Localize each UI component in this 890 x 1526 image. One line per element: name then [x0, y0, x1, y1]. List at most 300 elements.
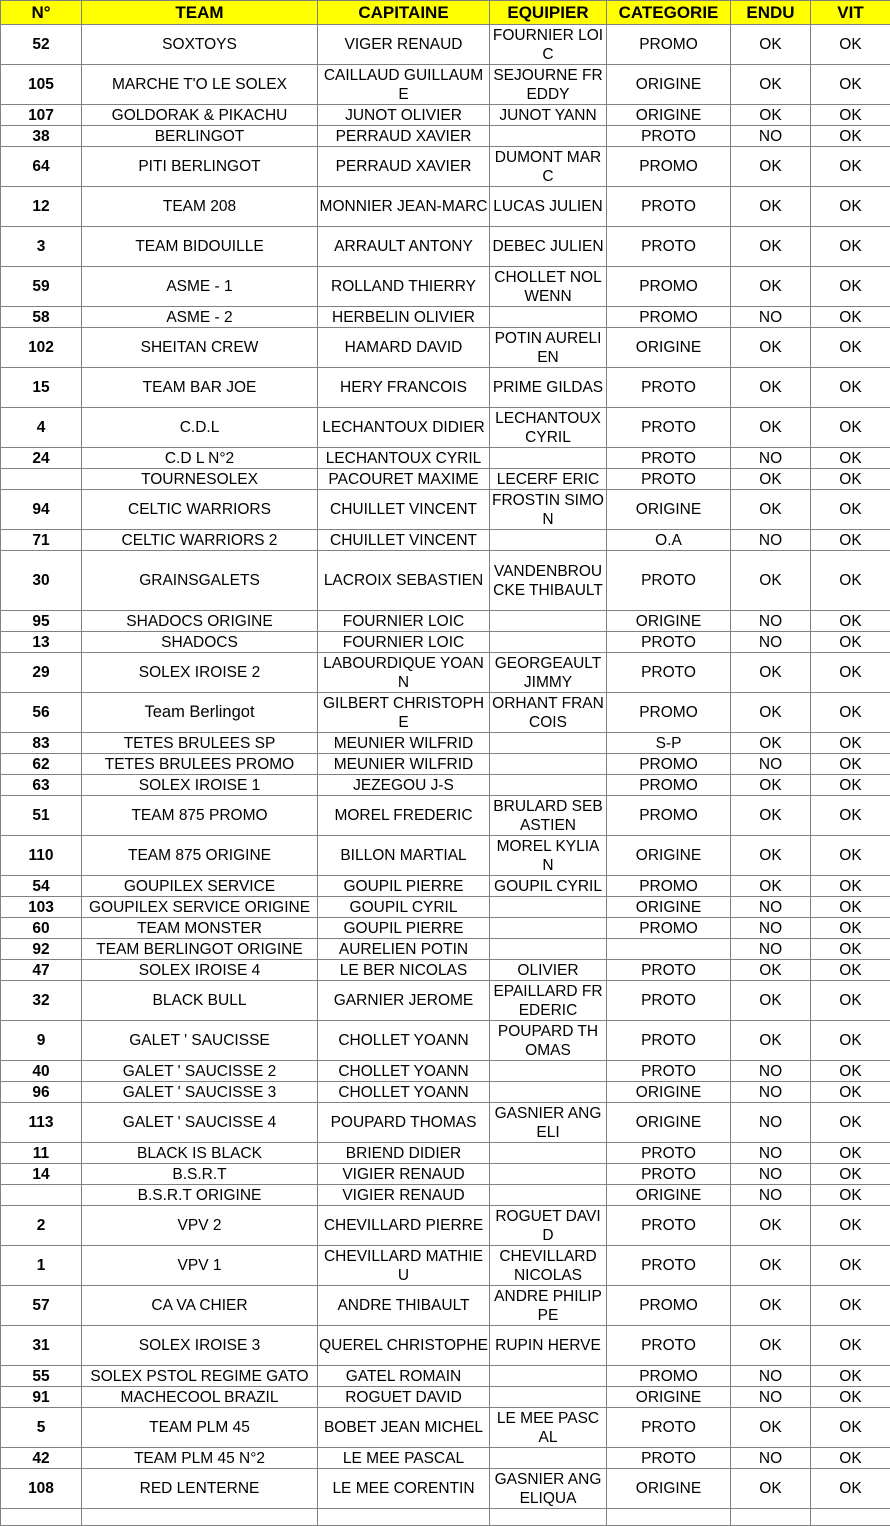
cell-capitaine: ROGUET DAVID: [318, 1387, 490, 1408]
cell-endu: OK: [731, 227, 811, 267]
cell-vit: OK: [811, 469, 890, 490]
cell-equipier: [490, 307, 607, 328]
cell-capitaine: CHOLLET YOANN: [318, 1061, 490, 1082]
cell-capitaine: HAMARD DAVID: [318, 328, 490, 368]
table-row: [1, 187, 890, 227]
cell-endu: OK: [731, 876, 811, 897]
cell-categorie: PROMO: [607, 918, 731, 939]
cell-equipier: [490, 1143, 607, 1164]
cell-vit: OK: [811, 368, 890, 408]
cell-equipier: PRIME GILDAS: [490, 368, 607, 408]
cell-capitaine: BOBET JEAN MICHEL: [318, 1408, 490, 1448]
cell-num: 107: [1, 105, 82, 126]
cell-num: 57: [1, 1286, 82, 1326]
cell-categorie: ORIGINE: [607, 897, 731, 918]
cell-equipier: POUPARD THOMAS: [490, 1021, 607, 1061]
col-header-categorie: CATEGORIE: [607, 1, 731, 25]
cell-endu: NO: [731, 918, 811, 939]
cell-capitaine: GILBERT CHRISTOPHE: [318, 693, 490, 733]
col-header-capitaine: CAPITAINE: [318, 1, 490, 25]
cell-equipier: [490, 1448, 607, 1469]
cell-equipier: ROGUET DAVID: [490, 1206, 607, 1246]
cell-vit: OK: [811, 1286, 890, 1326]
cell-num: 54: [1, 876, 82, 897]
cell-capitaine: PERRAUD XAVIER: [318, 147, 490, 187]
cell-team: SOLEX IROISE 3: [82, 1326, 318, 1366]
cell-team: TETES BRULEES PROMO: [82, 754, 318, 775]
col-header-endu: ENDU: [731, 1, 811, 25]
cell-endu: NO: [731, 1082, 811, 1103]
cell-equipier: [490, 939, 607, 960]
cell-vit: OK: [811, 328, 890, 368]
cell-num: 110: [1, 836, 82, 876]
cell-vit: OK: [811, 960, 890, 981]
table-row: [1, 775, 890, 796]
cell-team: BERLINGOT: [82, 126, 318, 147]
cell-categorie: ORIGINE: [607, 1082, 731, 1103]
table-row: [1, 836, 890, 876]
cell-team: MARCHE T'O LE SOLEX: [82, 65, 318, 105]
table-row: [1, 530, 890, 551]
table-row: [1, 105, 890, 126]
cell-vit: OK: [811, 775, 890, 796]
cell-num: 92: [1, 939, 82, 960]
cell-equipier: [490, 897, 607, 918]
cell-endu: OK: [731, 1286, 811, 1326]
cell-endu: NO: [731, 1164, 811, 1185]
cell-vit: OK: [811, 530, 890, 551]
cell-team: TEAM BERLINGOT ORIGINE: [82, 939, 318, 960]
table-row: [1, 939, 890, 960]
cell-categorie: ORIGINE: [607, 611, 731, 632]
cell-team: SHEITAN CREW: [82, 328, 318, 368]
cell-capitaine: CHOLLET YOANN: [318, 1021, 490, 1061]
table-row: [1, 653, 890, 693]
cell-categorie: PROTO: [607, 1021, 731, 1061]
cell-num: 9: [1, 1021, 82, 1061]
cell-team: ASME - 1: [82, 267, 318, 307]
cell-team: CELTIC WARRIORS: [82, 490, 318, 530]
cell-categorie: PROTO: [607, 551, 731, 611]
col-header-team: TEAM: [82, 1, 318, 25]
cell-equipier: RUPIN HERVE: [490, 1326, 607, 1366]
cell-team: GOUPILEX SERVICE: [82, 876, 318, 897]
cell-vit: OK: [811, 876, 890, 897]
cell-equipier: [490, 733, 607, 754]
cell-endu: OK: [731, 1246, 811, 1286]
cell-vit: OK: [811, 1082, 890, 1103]
table-row: [1, 1061, 890, 1082]
cell-equipier: [490, 754, 607, 775]
cell-vit: OK: [811, 1061, 890, 1082]
cell-capitaine: QUEREL CHRISTOPHE: [318, 1326, 490, 1366]
table-row: [1, 368, 890, 408]
cell-vit: OK: [811, 307, 890, 328]
cell-equipier: OLIVIER: [490, 960, 607, 981]
cell-equipier: VANDENBROUCKE THIBAULT: [490, 551, 607, 611]
cell-capitaine: GOUPIL PIERRE: [318, 918, 490, 939]
cell-equipier: [490, 1366, 607, 1387]
cell-endu: OK: [731, 551, 811, 611]
cell-vit: OK: [811, 693, 890, 733]
table-row: [1, 1164, 890, 1185]
empty-cell: [607, 1509, 731, 1526]
cell-endu: NO: [731, 530, 811, 551]
cell-categorie: ORIGINE: [607, 490, 731, 530]
cell-endu: NO: [731, 611, 811, 632]
cell-categorie: PROTO: [607, 368, 731, 408]
table-row: [1, 551, 890, 611]
cell-team: CA VA CHIER: [82, 1286, 318, 1326]
cell-equipier: GASNIER ANGELI: [490, 1103, 607, 1143]
cell-categorie: PROTO: [607, 1408, 731, 1448]
cell-endu: NO: [731, 448, 811, 469]
table-row: [1, 1206, 890, 1246]
cell-equipier: ORHANT FRANCOIS: [490, 693, 607, 733]
table-row: [1, 307, 890, 328]
cell-categorie: PROMO: [607, 147, 731, 187]
table-row: [1, 1082, 890, 1103]
cell-endu: OK: [731, 960, 811, 981]
cell-num: 13: [1, 632, 82, 653]
cell-capitaine: HERBELIN OLIVIER: [318, 307, 490, 328]
cell-capitaine: MOREL FREDERIC: [318, 796, 490, 836]
cell-categorie: PROMO: [607, 1286, 731, 1326]
cell-equipier: GEORGEAULT JIMMY: [490, 653, 607, 693]
cell-endu: OK: [731, 65, 811, 105]
cell-vit: OK: [811, 1103, 890, 1143]
cell-capitaine: GOUPIL CYRIL: [318, 897, 490, 918]
cell-equipier: MOREL KYLIAN: [490, 836, 607, 876]
cell-vit: OK: [811, 1448, 890, 1469]
cell-team: GOLDORAK & PIKACHU: [82, 105, 318, 126]
cell-team: B.S.R.T: [82, 1164, 318, 1185]
table-row: [1, 918, 890, 939]
cell-endu: NO: [731, 1185, 811, 1206]
empty-cell: [811, 1509, 890, 1526]
cell-num: 47: [1, 960, 82, 981]
cell-endu: NO: [731, 939, 811, 960]
cell-num: 64: [1, 147, 82, 187]
cell-capitaine: LECHANTOUX DIDIER: [318, 408, 490, 448]
cell-endu: OK: [731, 733, 811, 754]
table-row: [1, 1366, 890, 1387]
cell-vit: OK: [811, 1021, 890, 1061]
cell-endu: OK: [731, 796, 811, 836]
cell-equipier: GOUPIL CYRIL: [490, 876, 607, 897]
cell-endu: NO: [731, 126, 811, 147]
cell-num: 42: [1, 1448, 82, 1469]
table-row: [1, 632, 890, 653]
cell-categorie: PROTO: [607, 1326, 731, 1366]
cell-endu: NO: [731, 632, 811, 653]
empty-cell: [731, 1509, 811, 1526]
cell-num: 24: [1, 448, 82, 469]
cell-capitaine: LE MEE CORENTIN: [318, 1469, 490, 1509]
cell-capitaine: PERRAUD XAVIER: [318, 126, 490, 147]
cell-equipier: LECERF ERIC: [490, 469, 607, 490]
cell-team: GALET ' SAUCISSE: [82, 1021, 318, 1061]
cell-team: Team Berlingot: [82, 693, 318, 733]
cell-vit: OK: [811, 227, 890, 267]
cell-num: 60: [1, 918, 82, 939]
cell-capitaine: LE BER NICOLAS: [318, 960, 490, 981]
empty-cell: [490, 1509, 607, 1526]
cell-team: SHADOCS ORIGINE: [82, 611, 318, 632]
cell-equipier: SEJOURNE FREDDY: [490, 65, 607, 105]
cell-num: 96: [1, 1082, 82, 1103]
cell-categorie: ORIGINE: [607, 65, 731, 105]
cell-categorie: PROTO: [607, 1448, 731, 1469]
cell-categorie: PROMO: [607, 775, 731, 796]
table-row: [1, 981, 890, 1021]
cell-vit: OK: [811, 408, 890, 448]
cell-team: SOLEX IROISE 1: [82, 775, 318, 796]
table-row: [1, 126, 890, 147]
cell-endu: OK: [731, 1408, 811, 1448]
cell-capitaine: CHEVILLARD MATHIEU: [318, 1246, 490, 1286]
cell-vit: OK: [811, 1185, 890, 1206]
cell-equipier: FOURNIER LOIC: [490, 25, 607, 65]
cell-equipier: [490, 632, 607, 653]
cell-equipier: DUMONT MARC: [490, 147, 607, 187]
cell-categorie: PROTO: [607, 1061, 731, 1082]
cell-vit: OK: [811, 1408, 890, 1448]
cell-capitaine: CHUILLET VINCENT: [318, 490, 490, 530]
cell-categorie: PROTO: [607, 126, 731, 147]
table-row: [1, 1408, 890, 1448]
cell-num: 31: [1, 1326, 82, 1366]
cell-endu: NO: [731, 1143, 811, 1164]
cell-capitaine: LE MEE PASCAL: [318, 1448, 490, 1469]
cell-team: SOLEX IROISE 2: [82, 653, 318, 693]
cell-capitaine: CHOLLET YOANN: [318, 1082, 490, 1103]
table-row: [1, 693, 890, 733]
cell-vit: OK: [811, 836, 890, 876]
cell-categorie: PROMO: [607, 796, 731, 836]
cell-vit: OK: [811, 611, 890, 632]
cell-categorie: PROTO: [607, 408, 731, 448]
cell-categorie: PROMO: [607, 693, 731, 733]
cell-equipier: CHOLLET NOLWENN: [490, 267, 607, 307]
cell-num: 59: [1, 267, 82, 307]
cell-team: TEAM 208: [82, 187, 318, 227]
table-row: [1, 754, 890, 775]
cell-vit: OK: [811, 733, 890, 754]
table-row: [1, 267, 890, 307]
table-row: [1, 1387, 890, 1408]
cell-vit: OK: [811, 1164, 890, 1185]
cell-categorie: PROTO: [607, 1206, 731, 1246]
cell-vit: OK: [811, 551, 890, 611]
cell-capitaine: CAILLAUD GUILLAUME: [318, 65, 490, 105]
cell-endu: OK: [731, 1206, 811, 1246]
cell-team: MACHECOOL BRAZIL: [82, 1387, 318, 1408]
cell-equipier: LUCAS JULIEN: [490, 187, 607, 227]
cell-categorie: PROMO: [607, 267, 731, 307]
cell-equipier: [490, 1061, 607, 1082]
cell-vit: OK: [811, 653, 890, 693]
cell-team: TEAM 875 PROMO: [82, 796, 318, 836]
cell-categorie: ORIGINE: [607, 1469, 731, 1509]
table-row: [1, 897, 890, 918]
cell-num: 30: [1, 551, 82, 611]
cell-team: C.D.L: [82, 408, 318, 448]
cell-endu: NO: [731, 1061, 811, 1082]
table-row: [1, 876, 890, 897]
cell-categorie: ORIGINE: [607, 328, 731, 368]
cell-capitaine: ROLLAND THIERRY: [318, 267, 490, 307]
col-header-equipier: EQUIPIER: [490, 1, 607, 25]
cell-num: 1: [1, 1246, 82, 1286]
cell-categorie: O.A: [607, 530, 731, 551]
cell-categorie: ORIGINE: [607, 1185, 731, 1206]
cell-categorie: PROTO: [607, 1246, 731, 1286]
cell-endu: OK: [731, 1469, 811, 1509]
cell-vit: OK: [811, 1246, 890, 1286]
cell-equipier: BRULARD SEBASTIEN: [490, 796, 607, 836]
cell-endu: OK: [731, 836, 811, 876]
cell-capitaine: GARNIER JEROME: [318, 981, 490, 1021]
cell-team: TEAM PLM 45 N°2: [82, 1448, 318, 1469]
cell-capitaine: JEZEGOU J-S: [318, 775, 490, 796]
cell-equipier: [490, 775, 607, 796]
cell-capitaine: BRIEND DIDIER: [318, 1143, 490, 1164]
cell-equipier: DEBEC JULIEN: [490, 227, 607, 267]
cell-capitaine: GOUPIL PIERRE: [318, 876, 490, 897]
cell-num: 5: [1, 1408, 82, 1448]
cell-team: BLACK IS BLACK: [82, 1143, 318, 1164]
cell-endu: NO: [731, 897, 811, 918]
cell-endu: NO: [731, 754, 811, 775]
cell-endu: OK: [731, 653, 811, 693]
cell-categorie: PROTO: [607, 448, 731, 469]
table-row: [1, 1286, 890, 1326]
table-row: [1, 25, 890, 65]
cell-num: 38: [1, 126, 82, 147]
cell-categorie: PROTO: [607, 469, 731, 490]
cell-categorie: ORIGINE: [607, 1103, 731, 1143]
cell-num: 3: [1, 227, 82, 267]
cell-vit: OK: [811, 1206, 890, 1246]
cell-categorie: PROTO: [607, 632, 731, 653]
cell-num: 4: [1, 408, 82, 448]
cell-num: 52: [1, 25, 82, 65]
table-row: [1, 328, 890, 368]
cell-num: 2: [1, 1206, 82, 1246]
cell-equipier: FROSTIN SIMON: [490, 490, 607, 530]
cell-endu: OK: [731, 25, 811, 65]
cell-team: TEAM 875 ORIGINE: [82, 836, 318, 876]
cell-categorie: ORIGINE: [607, 836, 731, 876]
cell-capitaine: HERY FRANCOIS: [318, 368, 490, 408]
table-row: [1, 611, 890, 632]
empty-row: [1, 1509, 890, 1526]
cell-num: 113: [1, 1103, 82, 1143]
cell-num: 40: [1, 1061, 82, 1082]
cell-team: CELTIC WARRIORS 2: [82, 530, 318, 551]
table-row: [1, 796, 890, 836]
table-row: [1, 1185, 890, 1206]
cell-num: 94: [1, 490, 82, 530]
cell-categorie: PROMO: [607, 25, 731, 65]
cell-equipier: [490, 1164, 607, 1185]
cell-vit: OK: [811, 147, 890, 187]
cell-capitaine: CHUILLET VINCENT: [318, 530, 490, 551]
cell-endu: OK: [731, 1021, 811, 1061]
cell-equipier: CHEVILLARD NICOLAS: [490, 1246, 607, 1286]
cell-endu: OK: [731, 490, 811, 530]
cell-equipier: [490, 1387, 607, 1408]
cell-num: 95: [1, 611, 82, 632]
table-row: [1, 1021, 890, 1061]
table-row: [1, 448, 890, 469]
cell-equipier: LECHANTOUX CYRIL: [490, 408, 607, 448]
table-body: [1, 25, 890, 1526]
cell-capitaine: LABOURDIQUE YOANN: [318, 653, 490, 693]
cell-endu: NO: [731, 1103, 811, 1143]
cell-endu: OK: [731, 328, 811, 368]
cell-team: C.D L N°2: [82, 448, 318, 469]
cell-endu: OK: [731, 469, 811, 490]
cell-categorie: [607, 939, 731, 960]
cell-endu: OK: [731, 408, 811, 448]
cell-categorie: PROMO: [607, 754, 731, 775]
cell-categorie: PROMO: [607, 876, 731, 897]
cell-endu: OK: [731, 693, 811, 733]
cell-capitaine: BILLON MARTIAL: [318, 836, 490, 876]
cell-team: PITI BERLINGOT: [82, 147, 318, 187]
cell-team: RED LENTERNE: [82, 1469, 318, 1509]
cell-num: 83: [1, 733, 82, 754]
cell-vit: OK: [811, 1366, 890, 1387]
cell-equipier: [490, 530, 607, 551]
cell-team: SOLEX IROISE 4: [82, 960, 318, 981]
cell-vit: OK: [811, 126, 890, 147]
cell-num: 63: [1, 775, 82, 796]
cell-capitaine: MONNIER JEAN-MARC: [318, 187, 490, 227]
cell-categorie: PROTO: [607, 653, 731, 693]
cell-categorie: S-P: [607, 733, 731, 754]
cell-endu: OK: [731, 775, 811, 796]
table-row: [1, 1448, 890, 1469]
cell-team: TEAM PLM 45: [82, 1408, 318, 1448]
table-row: [1, 1469, 890, 1509]
cell-team: SOLEX PSTOL REGIME GATO: [82, 1366, 318, 1387]
cell-equipier: EPAILLARD FREDERIC: [490, 981, 607, 1021]
cell-endu: OK: [731, 368, 811, 408]
cell-num: 11: [1, 1143, 82, 1164]
cell-num: 51: [1, 796, 82, 836]
cell-team: GOUPILEX SERVICE ORIGINE: [82, 897, 318, 918]
cell-team: BLACK BULL: [82, 981, 318, 1021]
cell-capitaine: FOURNIER LOIC: [318, 611, 490, 632]
table-header: [1, 1, 890, 25]
cell-team: SOXTOYS: [82, 25, 318, 65]
cell-equipier: ANDRE PHILIPPE: [490, 1286, 607, 1326]
cell-categorie: PROTO: [607, 187, 731, 227]
cell-capitaine: LECHANTOUX CYRIL: [318, 448, 490, 469]
table-row: [1, 227, 890, 267]
cell-team: TOURNESOLEX: [82, 469, 318, 490]
cell-vit: OK: [811, 981, 890, 1021]
cell-team: GALET ' SAUCISSE 4: [82, 1103, 318, 1143]
cell-vit: OK: [811, 1469, 890, 1509]
cell-team: TEAM BIDOUILLE: [82, 227, 318, 267]
table-row: [1, 733, 890, 754]
cell-equipier: POTIN AURELIEN: [490, 328, 607, 368]
cell-vit: OK: [811, 1143, 890, 1164]
